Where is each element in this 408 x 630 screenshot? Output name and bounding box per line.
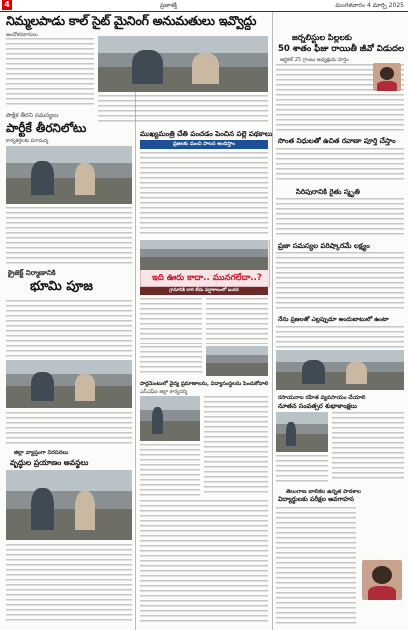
article-body — [6, 207, 132, 265]
subhead-protest: జిల్లా వ్యాప్తంగా నిరసనలు — [14, 450, 69, 456]
subhead-project: క్రైజెక్ట్ నిర్మాణానికి — [8, 269, 56, 277]
subhead-party-2: కార్యకర్తలకు పరామర్శ — [6, 138, 49, 144]
article-body — [332, 412, 404, 482]
headline-cm: ముఖ్యమంత్రి చేతి పంచడం పెంచిన పల్లె పథకాలు — [140, 130, 273, 138]
article-body — [204, 396, 268, 496]
article-body — [206, 298, 268, 344]
article-body — [276, 507, 356, 624]
page-number: 4 — [2, 0, 12, 10]
photo-ceremony — [6, 360, 132, 408]
photo-party — [6, 146, 132, 204]
headline-transport: సొంత నిధులతో ఉచిత రవాణా పూర్తి చేస్తాం — [278, 137, 396, 145]
photo-elders — [6, 470, 132, 540]
article-body — [276, 252, 404, 312]
headline-journalists: జర్నలిస్టుల పిల్లలకు — [292, 33, 352, 42]
article-body — [6, 300, 132, 358]
photo-portrait — [362, 560, 402, 600]
article-body — [140, 152, 268, 237]
banner-cm: ప్రజలకు మంచి పాలన అందిస్తాం — [140, 140, 268, 149]
issue-date: మంగళవారం 4 మార్చి 2025 — [335, 2, 404, 9]
article-body — [276, 198, 404, 238]
byline: ఆందోళనకారులు — [6, 32, 38, 38]
headline-public: ప్రజా సమస్యల పరిష్కారమే లక్ష్యం — [278, 242, 370, 250]
headline-greetings: నూతన సంవత్సర శుభాకాంక్షలు — [278, 402, 357, 410]
headline-exam: విద్యార్థులకు పరీక్షల అవగాహన — [278, 496, 354, 503]
masthead — [0, 0, 408, 12]
article-body — [140, 444, 200, 496]
paper-name: ప్రజాశక్తి — [160, 2, 177, 9]
photo-program — [276, 412, 328, 452]
article-body — [276, 326, 404, 348]
headline-medical: పార్లమెంటులో వైద్య ప్రమాణాలను, విద్యాసంస్థలను పెంచుకోవాలి — [140, 381, 269, 387]
headline-leader: నేను ప్రజలతో ఎల్లప్పుడూ అందుబాటులో ఉంటా — [278, 316, 389, 323]
headline-fee: 50 శాతం ఫీజు రాయితీ జీవో విడుదల — [278, 44, 405, 54]
article-body — [276, 148, 404, 183]
subhead-party: పాక్షిక తీరని సమస్యలు — [6, 112, 59, 119]
article-body — [6, 544, 132, 624]
subhead-organic: రసాయనాల రహిత వ్యవసాయం చేయాలి — [278, 395, 366, 401]
article-body — [140, 298, 202, 344]
photo-road — [206, 346, 268, 376]
headline-village: ఇది ఊరు కాదా.. మునగలేదా..? — [152, 273, 262, 283]
photo-students — [140, 396, 200, 441]
photo-village — [140, 240, 268, 270]
subhead-fee: ఆర్టికల్ 25 గ్రాంటు అధ్యక్షుడు హర్షం — [280, 57, 349, 63]
article-body — [140, 346, 202, 376]
article-body — [98, 95, 268, 125]
headline-party: పార్టీకే తీరనిలోటు — [6, 121, 87, 135]
headline-elders: వృద్ధుల ప్రయాణం అవస్థలు — [10, 458, 89, 467]
banner-village: గ్రామానికి దారి లేదు వర్షాకాలంలో బురద — [140, 287, 268, 295]
headline-mining: నిమ్మలపాడు కాల్ సైట్ మైనింగ్ అనుమతులు ఇవ్వొద్దు — [6, 13, 257, 28]
photo-meeting — [276, 350, 404, 390]
subhead-school: తెలంగాణ బాలికల ఉన్నత పాఠశాల — [286, 489, 361, 495]
headline-farmer: సిరిపురానికి రైతు స్మృతి — [296, 188, 360, 196]
article-body — [276, 455, 328, 482]
article-body — [140, 500, 268, 624]
subhead-medical: ఎస్‌ఎఫ్‌ఐ జిల్లా కార్యదర్శి — [140, 389, 188, 395]
article-body — [6, 38, 94, 108]
column-rule — [272, 12, 273, 630]
article-body — [6, 412, 132, 444]
photo-portrait — [373, 63, 401, 91]
headline-bhoomi: భూమి పూజ — [30, 279, 93, 294]
photo-protest — [98, 36, 268, 92]
column-rule — [135, 60, 136, 630]
